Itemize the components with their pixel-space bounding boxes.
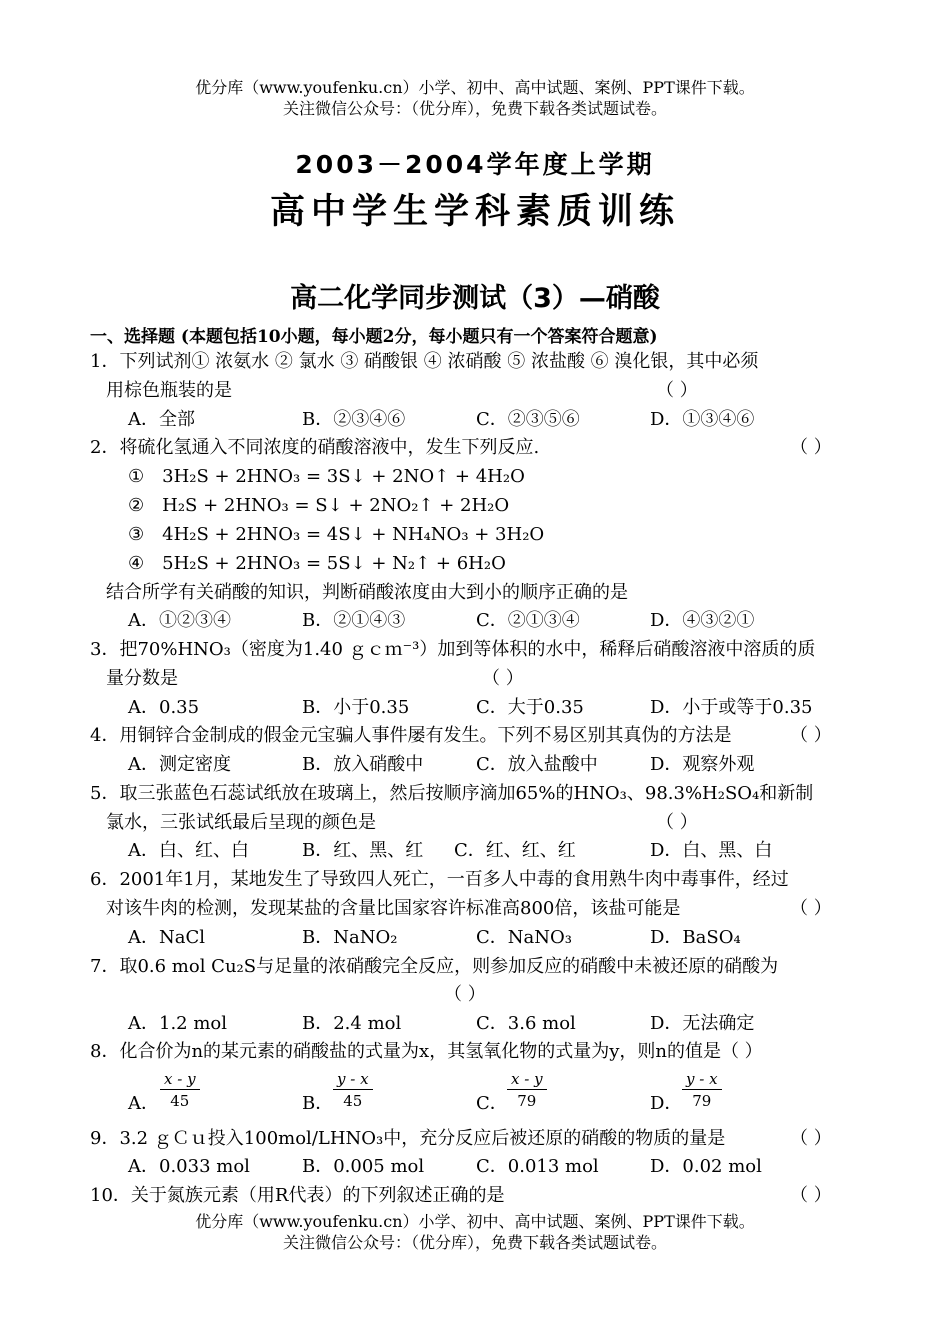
q8-option-b-fraction <box>333 1070 373 1110</box>
q3-option-d: D．小于或等于0.35 <box>650 697 813 718</box>
q9-stem: 9．3.2 ｇＣｕ投入100mol/LHNO₃中，充分反应后被还原的硝酸的物质的量是 <box>90 1128 726 1149</box>
q1-stem-line1: 1．下列试剂① 浓氨水 ② 氯水 ③ 硝酸银 ④ 浓硝酸 ⑤ 浓盐酸 ⑥ 溴化银，其中必须 <box>90 351 759 372</box>
q2-reaction-3: ③ 4H₂S + 2HNO₃ = 4S↓ + NH₄NO₃ + 3H₂O <box>128 524 545 545</box>
q2-reaction-1: ① 3H₂S + 2HNO₃ = 3S↓ + 2NO↑ + 4H₂O <box>128 466 525 487</box>
q5-option-c: C．红、红、红 <box>454 840 576 861</box>
q9-option-c: C．0.013 mol <box>476 1156 599 1177</box>
q3-answer-blank: （ ） <box>482 668 524 689</box>
q1-option-d: D．①③④⑥ <box>650 409 755 430</box>
q7-option-a: A．1.2 mol <box>128 1013 228 1034</box>
header-line-2: 关注微信公众号：（优分库），免费下载各类试题试卷。 <box>282 99 667 118</box>
header-line-1: 优分库（www.youfenku.cn）小学、初中、高中试题、案例、PPT课件下载。 <box>195 78 755 97</box>
q4-answer-blank: （ ） <box>790 725 832 746</box>
q5-stem-line2: 氯水，三张试纸最后呈现的颜色是 <box>106 812 376 833</box>
q4-option-a: A．测定密度 <box>128 754 231 775</box>
q9-answer-blank: （ ） <box>790 1128 832 1149</box>
q9-option-d: D．0.02 mol <box>650 1156 762 1177</box>
q2-option-b: B．②①④③ <box>302 610 406 631</box>
title-main: 高中学生学科素质训练 <box>269 192 680 232</box>
footer-line-2: 关注微信公众号：（优分库），免费下载各类试题试卷。 <box>282 1233 667 1252</box>
q8-stem: 8．化合价为n的某元素的硝酸盐的式量为x，其氢氧化物的式量为y，则n的值是（ ） <box>90 1041 763 1062</box>
q8-option-a-label: A． <box>128 1093 159 1114</box>
q1-stem-line2: 用棕色瓶装的是 <box>106 380 232 401</box>
q5-option-a: A．白、红、白 <box>128 840 249 861</box>
footer-line-1: 优分库（www.youfenku.cn）小学、初中、高中试题、案例、PPT课件下载。 <box>195 1212 755 1231</box>
q8-option-a-numerator: x - y <box>160 1070 200 1090</box>
q10-stem: 10．关于氮族元素（用R代表）的下列叙述正确的是 <box>90 1185 505 1206</box>
q8-option-d-denominator: 79 <box>692 1092 712 1110</box>
q9-option-a: A．0.033 mol <box>128 1156 250 1177</box>
q7-stem: 7．取0.6 mol Cu₂S与足量的浓硝酸完全反应，则参加反应的硝酸中未被还原的硝酸为 <box>90 956 779 977</box>
q6-option-a: A．NaCl <box>128 927 206 948</box>
q5-answer-blank: （ ） <box>656 812 698 833</box>
q6-option-c: C．NaNO₃ <box>476 927 572 948</box>
q8-option-c-numerator: x - y <box>507 1070 547 1090</box>
title-year: 2003－2004学年度上学期 <box>295 150 655 179</box>
q7-option-d: D．无法确定 <box>650 1013 755 1034</box>
q1-option-c: C．②③⑤⑥ <box>476 409 580 430</box>
q7-answer-blank: （ ） <box>444 984 486 1005</box>
q8-option-a-denominator: 45 <box>170 1092 190 1110</box>
q8-option-d-numerator: y - x <box>682 1070 722 1090</box>
q8-option-b-numerator: y - x <box>333 1070 373 1090</box>
q3-option-c: C．大于0.35 <box>476 697 584 718</box>
q9-option-b: B．0.005 mol <box>302 1156 425 1177</box>
q4-option-c: C．放入盐酸中 <box>476 754 598 775</box>
q5-option-b: B．红、黑、红 <box>302 840 424 861</box>
q2-reaction-2: ② H₂S + 2HNO₃ = S↓ + 2NO₂↑ + 2H₂O <box>128 495 510 516</box>
q2-option-d: D．④③②① <box>650 610 755 631</box>
q2-stem-line2: 结合所学有关硝酸的知识，判断硝酸浓度由大到小的顺序正确的是 <box>106 582 628 603</box>
q4-stem: 4．用铜锌合金制成的假金元宝骗人事件屡有发生。下列不易区别其真伪的方法是 <box>90 725 732 746</box>
q3-stem-line2: 量分数是 <box>106 668 178 689</box>
q2-option-a: A．①②③④ <box>128 610 231 631</box>
q1-option-b: B．②③④⑥ <box>302 409 406 430</box>
q6-stem-line1: 6．2001年1月，某地发生了导致四人死亡，一百多人中毒的食用熟牛肉中毒事件，经过 <box>90 869 789 890</box>
q5-option-d: D．白、黑、白 <box>650 840 773 861</box>
q6-option-d: D．BaSO₄ <box>650 927 741 948</box>
q4-option-d: D．观察外观 <box>650 754 755 775</box>
q8-option-c-label: C． <box>476 1093 508 1114</box>
q1-option-a: A．全部 <box>128 409 195 430</box>
q2-stem: 2．将硫化氢通入不同浓度的硝酸溶液中，发生下列反应. <box>90 437 540 458</box>
q8-option-c-denominator: 79 <box>517 1092 537 1110</box>
section-heading: 一、选择题 (本题包括10小题，每小题2分，每小题只有一个答案符合题意) <box>90 327 658 347</box>
q6-answer-blank: （ ） <box>790 898 832 919</box>
q6-option-b: B．NaNO₂ <box>302 927 398 948</box>
q3-stem-line1: 3．把70%HNO₃（密度为1.40 ｇｃｍ⁻³）加到等体积的水中，稀释后硝酸溶液中溶质的质 <box>90 639 816 660</box>
q10-answer-blank: （ ） <box>790 1185 832 1206</box>
q5-stem-line1: 5．取三张蓝色石蕊试纸放在玻璃上，然后按顺序滴加65%的HNO₃、98.3%H₂SO₄和新制 <box>90 783 814 804</box>
q8-option-a-fraction <box>160 1070 200 1110</box>
q2-reaction-4: ④ 5H₂S + 2HNO₃ = 5S↓ + N₂↑ + 6H₂O <box>128 553 506 574</box>
q8-option-d-fraction <box>682 1070 722 1110</box>
q8-option-b-denominator: 45 <box>343 1092 363 1110</box>
q7-option-b: B．2.4 mol <box>302 1013 402 1034</box>
q2-answer-blank: （ ） <box>790 437 832 458</box>
q8-option-d-label: D． <box>650 1093 683 1114</box>
q7-option-c: C．3.6 mol <box>476 1013 576 1034</box>
q3-option-b: B．小于0.35 <box>302 697 410 718</box>
title-subject: 高二化学同步测试（3）—硝酸 <box>290 283 660 314</box>
q2-option-c: C．②①③④ <box>476 610 580 631</box>
q3-option-a: A．0.35 <box>128 697 200 718</box>
q4-option-b: B．放入硝酸中 <box>302 754 424 775</box>
q8-option-c-fraction <box>507 1070 547 1110</box>
q8-option-b-label: B． <box>302 1093 334 1114</box>
q1-answer-blank: （ ） <box>656 380 698 401</box>
q6-stem-line2: 对该牛肉的检测，发现某盐的含量比国家容许标准高800倍，该盐可能是 <box>106 898 681 919</box>
